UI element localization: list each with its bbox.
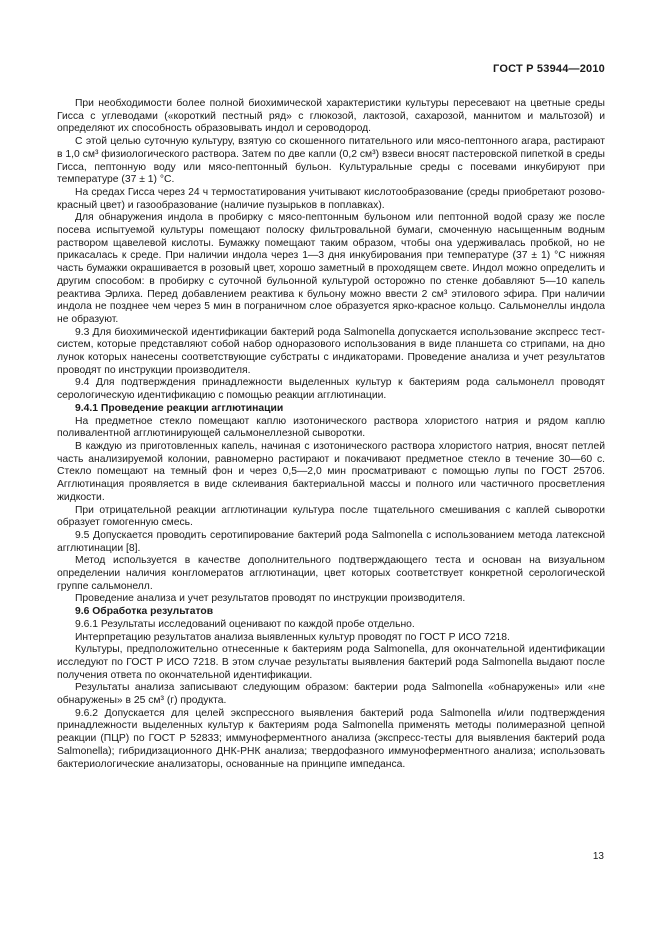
paragraph-indole-detection: Для обнаружения индола в пробирку с мясо-пептонным бульоном или пептонной водой сразу же после посева испытуемой культуры помещают полоску фильтровальной бумаги, смоченную насыщенным водным раствором щавелевой кислоты. Бумажку помещают таким образом, чтобы она удерживалась пробкой, но не прикасалась к среде. При наличии индола через 1—3 дня инкубирования при температуре (37 ± 1) °С нижняя часть бумажки окрашивается в розовый цвет, хорошо заметный в проходящем свете. Индол можно определить и другим способом: в пробирку с суточной бульонной культурой осторожно по стенке добавляют 5—10 капель реактива Эрлиха. Перед добавлением реактива к бульону можно ввести 2 см³ этилового эфира. При наличии индола не позднее чем через 5 мин в пограничном слое образуется ярко-красное кольцо. Сальмонеллы индола не образуют.: [57, 212, 605, 325]
paragraph-9-4: 9.4 Для подтверждения принадлежности выделенных культур к бактериям рода сальмонелл проводят серологическую идентификацию с помощью реакции агглютинации.: [57, 377, 605, 402]
paragraph-negative-reaction: При отрицательной реакции агглютинации культура после тщательного смешивания с каплей сыворотки образует гомогенную смесь.: [57, 504, 605, 529]
paragraph-manufacturer-instructions: Проведение анализа и учет результатов проводят по инструкции производителя.: [75, 593, 466, 605]
paragraph-biochem-intro: При необходимости более полной биохимической характеристики культуры пересевают на цветные среды Гисса с углеводами («короткий пестный ряд» с глюкозой, лактозой, сахарозой, маннитом и мальтозой) и определяют их способность образовывать индол и сероводород.: [57, 98, 605, 135]
paragraph-culture-prep: С этой целью суточную культуру, взятую со скошенного питательного или мясо-пептонного агара, растирают в 1,0 см³ физиологического раствора. Затем по две капли (0,2 см³) взвеси вносят пастеровской пипеткой в среды Гисса, пептонную воду или мясо-пептонный бульон. Культуральные среды с посевами инкубируют при температуре (37 ± 1) °С.: [57, 136, 605, 186]
paragraph-results-record: Результаты анализа записывают следующим образом: бактерии рода Salmonella «обнаружены» или «не обнаружены» в 25 см³ (г) продукта.: [57, 682, 605, 707]
paragraph-9-6-2: 9.6.2 Допускается для целей экспрессного выявления бактерий рода Salmonella и/или подтверждения принадлежности выделенных культур к бактериям рода Salmonella применять методы полимеразной цепной реакции (ПЦР) по ГОСТ Р 52833; иммуноферментного анализа (экспресс-тесты для выявления бактерий рода Salmonella); гибридизационного ДНК-РНК анализа; твердофазного иммуноферментного анализа; использовать бактериологические анализаторы, основанные на принципе импеданса.: [57, 707, 605, 770]
section-heading-9-4-1: 9.4.1 Проведение реакции агглютинации: [75, 402, 284, 414]
paragraph-latex-method: Метод используется в качестве дополнительного подтверждающего теста и основан на визуальном определении наличия конгломератов агглютинации, цвет которых соответствует конкретной серологической группе сальмонелл.: [57, 555, 605, 592]
paragraph-final-identification: Культуры, предположительно отнесенные к бактериям рода Salmonella, для окончательной идентификации исследуют по ГОСТ Р ИСО 7218. В этом случае результаты выявления бактерий рода Salmonella выдают после получения ответа по окончательной идентификации.: [57, 644, 605, 681]
section-heading-9-6: 9.6 Обработка результатов: [75, 606, 214, 618]
paragraph-9-3: 9.3 Для биохимической идентификации бактерий рода Salmonella допускается использование экспресс тест-систем, которые представляют собой набор одноразового использования в виде планшета со стрипами, на дно лунок которых нанесены соответствующие субстраты с индикаторами. Проведение анализа и учет результатов проводят по инструкции производителя.: [57, 326, 605, 376]
paragraph-slide-prep: На предметное стекло помещают каплю изотонического раствора хлористого натрия и рядом каплю поливалентной агглютинирующей сальмонеллезной сыворотки.: [57, 415, 605, 440]
document-header: ГОСТ Р 53944—2010: [493, 63, 605, 75]
paragraph-9-6-1: 9.6.1 Результаты исследований оценивают по каждой пробе отдельно.: [75, 618, 415, 630]
paragraph-interpretation: Интерпретацию результатов анализа выявленных культур проводят по ГОСТ Р ИСО 7218.: [75, 631, 510, 643]
paragraph-agglutination-procedure: В каждую из приготовленных капель, начиная с изотонического раствора хлористого натрия, вносят петлей часть анализируемой колонии, равномерно растирают и покачивают предметное стекло в течение 30—60 с. Стекло помещают на темный фон и через 0,5—2,0 мин просматривают с помощью лупы по ГОСТ 25706. Агглютинация проявляется в виде склеивания бактериальной массы и полного или частичного просветления жидкости.: [57, 440, 605, 503]
paragraph-9-5: 9.5 Допускается проводить серотипирование бактерий рода Salmonella с использованием метода латексной агглютинации [8].: [57, 529, 605, 554]
paragraph-giss-results: На средах Гисса через 24 ч термостатирования учитывают кислотообразование (среды приобретают розово-красный цвет) и газообразование (наличие пузырьков в поплавках).: [57, 186, 605, 211]
document-body: [57, 98, 605, 771]
page-number: 13: [592, 851, 604, 862]
